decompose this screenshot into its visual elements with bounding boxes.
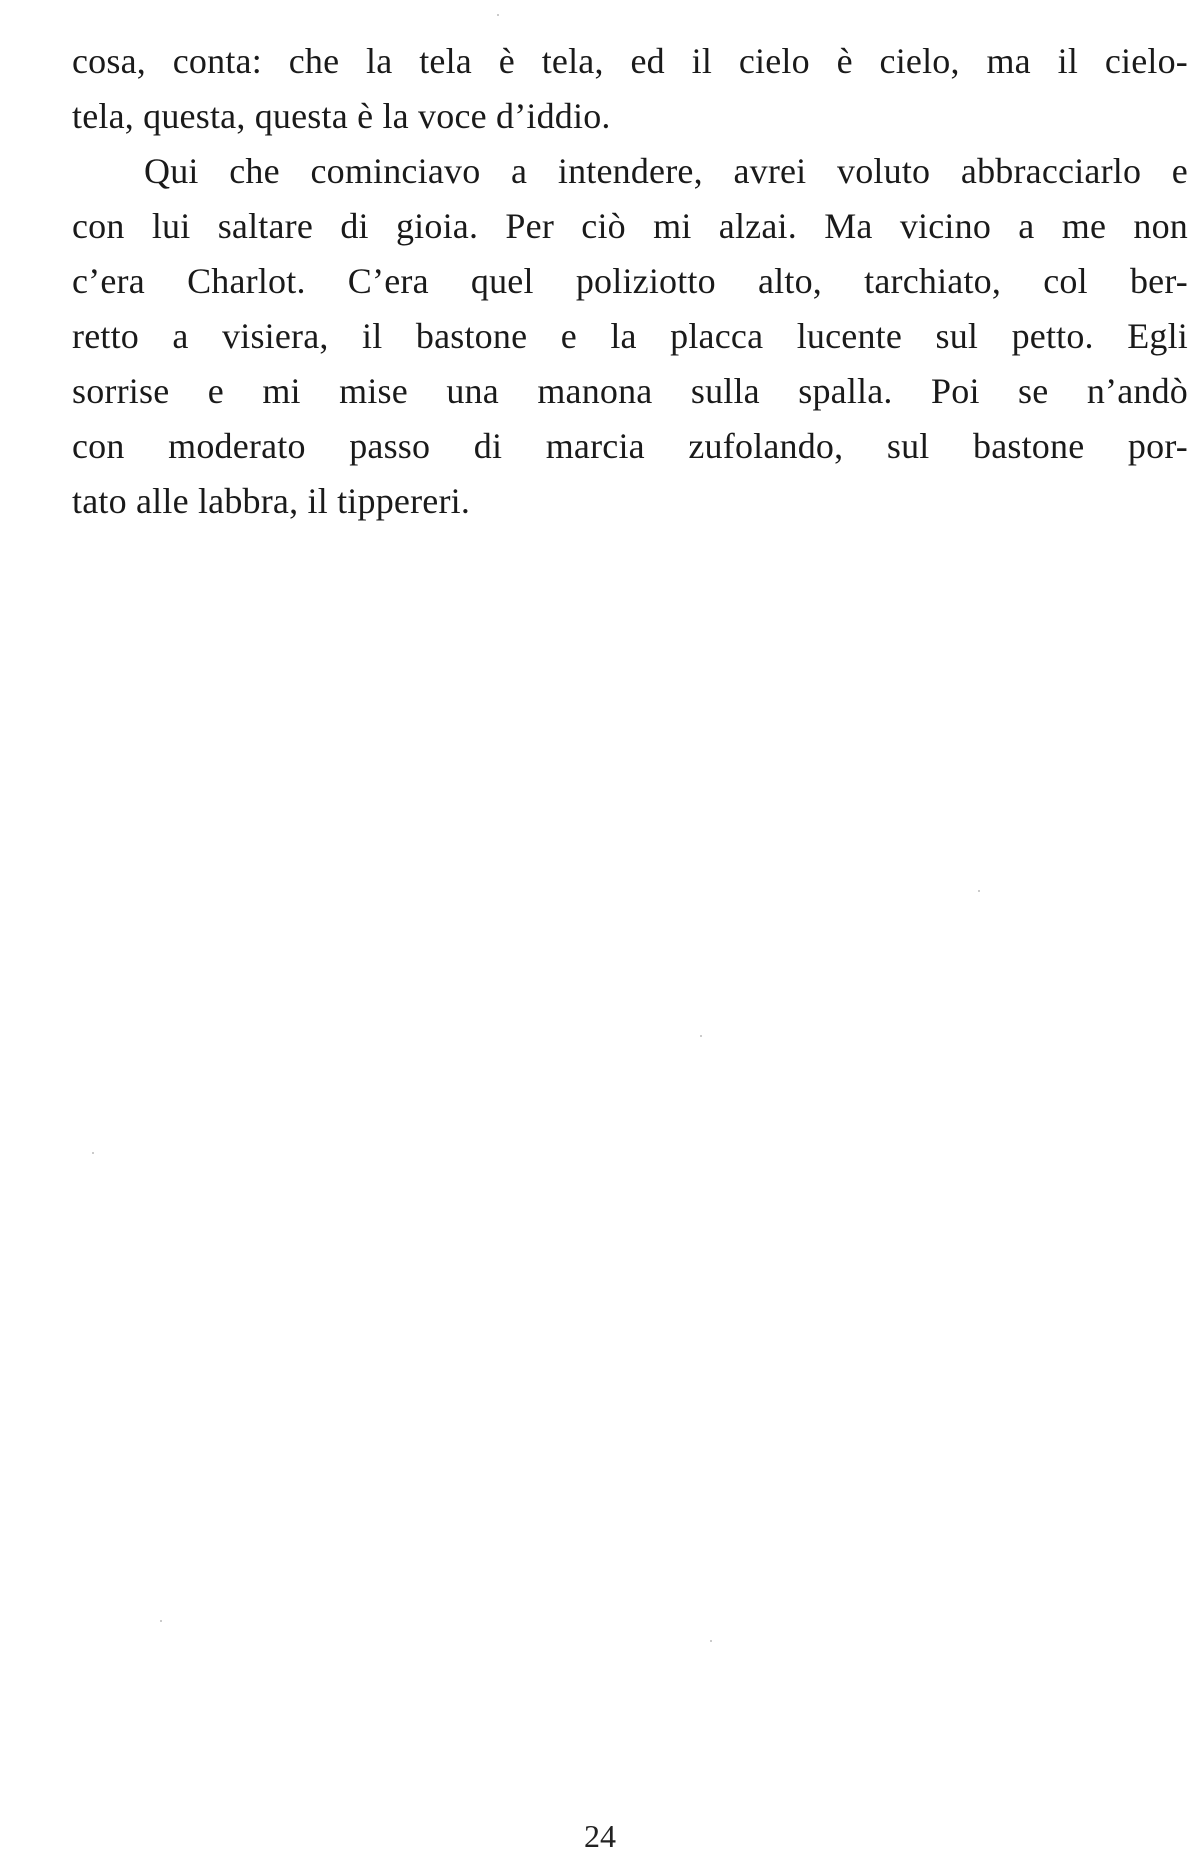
scan-speck bbox=[978, 890, 980, 892]
text-line: cosa, conta: che la tela è tela, ed il cielo è cielo, ma il cielo- bbox=[72, 41, 1188, 81]
scan-speck bbox=[710, 1640, 712, 1642]
text-line: sorrise e mi mise una manona sulla spalla. Poi se n’andò bbox=[72, 371, 1188, 411]
page-number: 24 bbox=[584, 1818, 616, 1854]
text-line: tela, questa, questa è la voce d’iddio. bbox=[72, 96, 611, 136]
text-line: tato alle labbra, il tippereri. bbox=[72, 481, 471, 521]
scan-speck bbox=[700, 1035, 702, 1037]
body-text bbox=[72, 34, 1188, 529]
text-line: retto a visiera, il bastone e la placca lucente sul petto. Egli bbox=[72, 316, 1188, 356]
text-line: con moderato passo di marcia zufolando, sul bastone por- bbox=[72, 426, 1188, 466]
text-line: Qui che cominciavo a intendere, avrei voluto abbracciarlo e bbox=[144, 151, 1188, 191]
scan-speck bbox=[497, 14, 499, 16]
scan-speck bbox=[160, 1620, 162, 1622]
scan-speck bbox=[92, 1152, 94, 1154]
text-line: con lui saltare di gioia. Per ciò mi alzai. Ma vicino a me non bbox=[72, 206, 1188, 246]
text-line: c’era Charlot. C’era quel poliziotto alto, tarchiato, col ber- bbox=[72, 261, 1188, 301]
